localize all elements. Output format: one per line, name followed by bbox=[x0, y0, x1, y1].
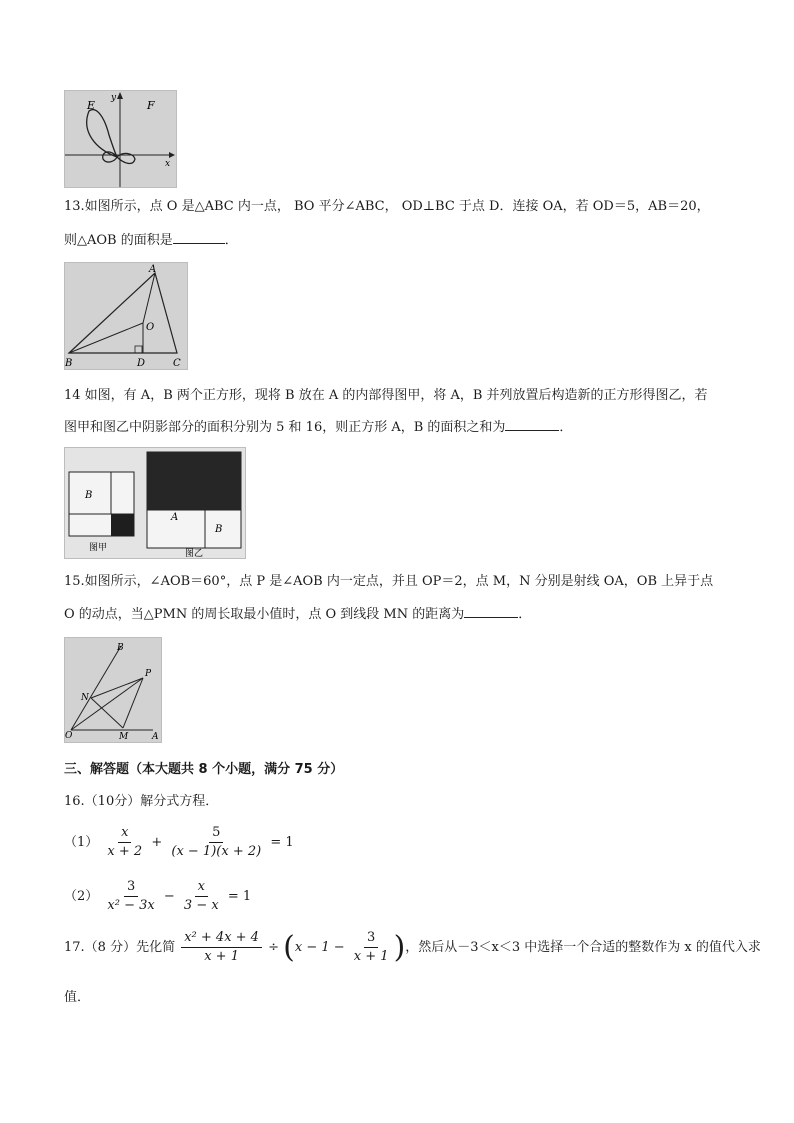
q16-p1-f1-num: x bbox=[121, 825, 129, 840]
q16-p2-f2-num: x bbox=[197, 879, 205, 894]
shaded-region-jia bbox=[111, 514, 134, 536]
q14-figure bbox=[64, 447, 246, 559]
label-B: B bbox=[117, 643, 124, 653]
label-N: N bbox=[81, 693, 89, 703]
label-B: B bbox=[65, 358, 73, 369]
q13-line2 bbox=[64, 229, 238, 251]
q15-question: O 的动点，当△PMN 的周长取最小值时，点 O 到线段 MN 的距离为 bbox=[64, 607, 465, 622]
q16-p1-label: （1） bbox=[64, 835, 99, 850]
q16-p2-op: − bbox=[163, 889, 175, 904]
q16-p1-fraction1 bbox=[104, 825, 145, 860]
q16-p1-f2-den: (x − 1)(x + 2) bbox=[171, 844, 262, 859]
q17-paren-text: x − 1 − bbox=[294, 940, 345, 955]
q13-question: 则△AOB 的面积是 bbox=[64, 233, 173, 248]
q14-end: ． bbox=[559, 420, 573, 435]
label-y: y bbox=[111, 93, 117, 103]
q13-end: ． bbox=[224, 233, 238, 248]
label-O: O bbox=[146, 322, 155, 333]
q13-figure bbox=[64, 262, 188, 370]
triangle-abc bbox=[69, 273, 177, 353]
q14-line2 bbox=[64, 416, 572, 438]
label-O: O bbox=[65, 731, 73, 741]
q16-p2-f1-num: 3 bbox=[124, 879, 138, 897]
label-B: B bbox=[85, 490, 93, 501]
q12-graph bbox=[65, 91, 176, 187]
q13-answer-blank[interactable] bbox=[173, 229, 225, 244]
q12-figure bbox=[64, 90, 177, 188]
segment-oa bbox=[143, 273, 155, 323]
q14-answer-blank[interactable] bbox=[505, 416, 559, 431]
label-C: C bbox=[173, 358, 181, 369]
x-axis-arrow bbox=[169, 152, 175, 158]
shaded-region-yi bbox=[147, 452, 241, 510]
q17-paren-left: ( bbox=[283, 930, 295, 965]
q17-f1-den: x + 1 bbox=[204, 949, 239, 964]
q16-p2-f1-den: x² − 3x bbox=[107, 898, 155, 913]
q16-p1-fraction2 bbox=[168, 825, 264, 860]
segment-bo bbox=[69, 323, 143, 353]
q16-p1-op: + bbox=[151, 835, 163, 850]
right-angle-mark bbox=[135, 346, 142, 353]
q16-p2-f2-den: 3 − x bbox=[183, 898, 219, 913]
y-axis-arrow bbox=[117, 92, 123, 99]
label-D: D bbox=[137, 358, 146, 369]
q17-line2: 值． bbox=[64, 990, 91, 1005]
caption-jia: 图甲 bbox=[89, 543, 108, 553]
q17-fraction1 bbox=[181, 930, 262, 965]
label-F: F bbox=[147, 99, 155, 112]
q17-line1 bbox=[64, 930, 761, 965]
square-b-yi bbox=[205, 510, 241, 548]
q16-part1 bbox=[64, 825, 294, 860]
q14-question: 图甲和图乙中阴影部分的面积分别为 5 和 16，则正方形 A，B 的面积之和为 bbox=[64, 420, 506, 435]
q16-p2-rhs: = 1 bbox=[227, 889, 252, 904]
q15-answer-blank[interactable] bbox=[464, 603, 518, 618]
q15-line1: 15.如图所示，∠AOB＝60°，点 P 是∠AOB 内一定点，并且 OP＝2，点 M，N 分别是射线 OA，OB 上异于点 bbox=[64, 574, 714, 589]
q17-div: ÷ bbox=[268, 940, 279, 955]
q16-p1-rhs: = 1 bbox=[270, 835, 294, 850]
caption-yi: 图乙 bbox=[185, 549, 204, 558]
q16-p2-label: （2） bbox=[64, 889, 99, 904]
q17-f1-num: x² + 4x + 4 bbox=[184, 930, 259, 945]
q16-p1-f1-den: x + 2 bbox=[107, 844, 143, 859]
q17-paren-right: ) bbox=[393, 930, 406, 965]
q17-f2-den: x + 1 bbox=[353, 949, 389, 964]
ray-ob bbox=[71, 646, 121, 730]
q15-angle bbox=[65, 638, 161, 742]
q13-line1: 13.如图所示，点 O 是△ABC 内一点， BO 平分∠ABC， OD⊥BC 于点 D．连接 OA，若 OD＝5，AB＝20， bbox=[64, 199, 710, 214]
q17-tail: ，然后从－3＜x＜3 中选择一个合适的整数作为 x 的值代入求 bbox=[405, 940, 761, 955]
q14-line1: 14 如图，有 A，B 两个正方形，现将 B 放在 A 的内部得图甲，将 A，B 并列放置后构造新的正方形得图乙，若 bbox=[64, 388, 708, 403]
q16-p1-f2-num: 5 bbox=[209, 825, 223, 843]
section-3-heading: 三、解答题（本大题共 8 个小题，满分 75 分） bbox=[64, 762, 344, 777]
label-B-yi: B bbox=[215, 524, 223, 535]
q15-end: ． bbox=[518, 607, 532, 622]
label-M: M bbox=[119, 732, 129, 742]
segment-nm bbox=[91, 698, 123, 728]
q16-intro: 16.（10分）解分式方程． bbox=[64, 794, 219, 809]
q16-p2-fraction1 bbox=[104, 879, 157, 914]
label-P: P bbox=[145, 669, 152, 679]
q13-triangle bbox=[65, 263, 187, 369]
label-E: E bbox=[87, 99, 96, 112]
label-A: A bbox=[152, 732, 159, 742]
q17-fraction2 bbox=[351, 930, 392, 965]
q15-figure bbox=[64, 637, 162, 743]
butterfly-left-wing bbox=[87, 110, 117, 157]
q16-p2-fraction2 bbox=[181, 879, 222, 914]
q17-lead: 17.（8 分）先化简 bbox=[64, 940, 176, 955]
label-x: x bbox=[165, 159, 171, 169]
q15-line2 bbox=[64, 603, 531, 625]
q17-f2-num: 3 bbox=[364, 930, 378, 948]
q16-part2 bbox=[64, 879, 251, 914]
label-A: A bbox=[149, 264, 157, 275]
segment-np bbox=[91, 678, 143, 698]
label-A: A bbox=[171, 512, 179, 523]
q14-squares bbox=[65, 448, 245, 558]
